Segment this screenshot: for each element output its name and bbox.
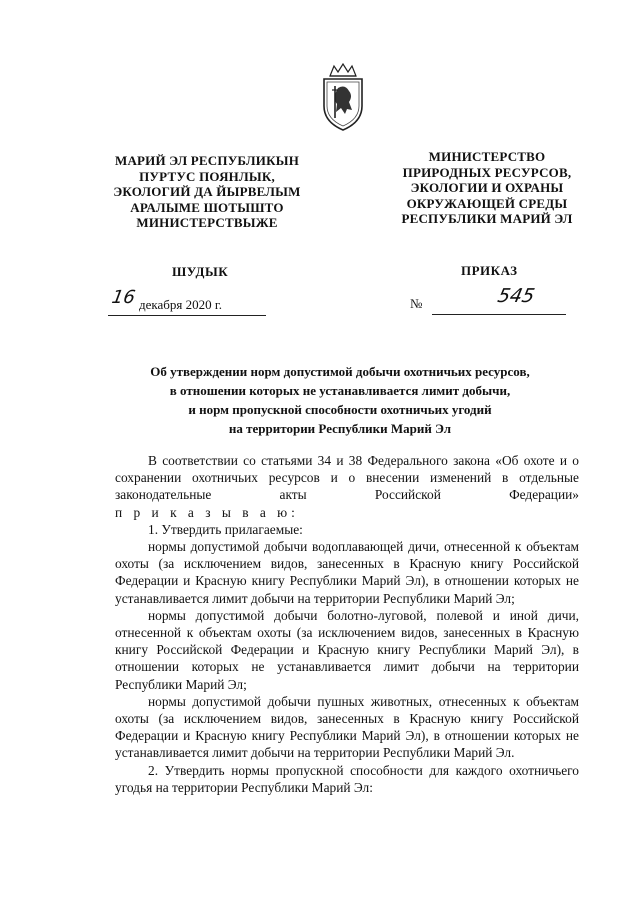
header-right-line: ПРИРОДНЫХ РЕСУРСОВ, [402,164,572,180]
intro-paragraph: В соответствии со статьями 34 и 38 Федерального закона «Об охоте и о сохранении охотничьих ресурсов и о внесении изменений в отдельные законодательные акты Российской Федерации» [115,453,579,503]
subject-line: на территории Республики Марий Эл [228,421,452,436]
header-left-line: МИНИСТЕРСТВЫЖЕ [136,215,278,230]
header-right-line: ЭКОЛОГИИ И ОХРАНЫ [410,180,564,195]
order-body [115,452,579,796]
header-right-line: РЕСПУБЛИКИ МАРИЙ ЭЛ [401,211,573,226]
subject-line: и норм пропускной способности охотничьих угодий [188,402,492,417]
header-right-line: ОКРУЖАЮЩЕЙ СРЕДЫ [406,195,568,211]
header-left-line: МАРИЙ ЭЛ РЕСПУБЛИКЫН [114,153,300,168]
order-number-handwritten: 545 [495,285,537,307]
item-1-sub-waterfowl: нормы допустимой добычи водоплавающей дичи, отнесенной к объектам охоты (за исключением видов, занесенных в Красную книгу Российской Федерации и Красную книгу Республики Марий Эл), в отношении которых не устанавливается лимит добычи на территории Республики Марий Эл; [115,539,579,606]
subject-line: в отношении которых не устанавливается лимит добычи, [169,383,511,398]
date-day-handwritten: 16 [110,287,137,308]
ministry-name-mari [92,153,322,231]
doc-type-russian: ПРИКАЗ [461,263,518,278]
doc-type-mari: ШУДЫК [172,264,229,279]
number-sign: № [410,296,423,311]
item-1-sub-furbearers: нормы допустимой добычи пушных животных, отнесенных к объектам охоты (за исключением видов, занесенных в Красную книгу Российской Федерации и Красную книгу Республики Марий Эл), в отношении которых не устанавливается лимит добычи на территории Республики Марий Эл. [115,693,579,761]
header-left-line: АРАЛЫМЕ ШОТЫШТО [130,199,284,215]
item-2: 2. Утвердить нормы пропускной способности для каждого охотничьего угодья на территории Республики Марий Эл: [115,762,579,795]
date-line [108,289,266,316]
subject-line: Об утверждении норм допустимой добычи охотничьих ресурсов, [150,364,530,379]
item-1: 1. Утвердить прилагаемые: [148,521,303,537]
number-line [432,285,566,315]
header-left-line: ЭКОЛОГИЙ ДА ЙЫРВЕЛЫМ [113,184,301,199]
item-1-sub-upland: нормы допустимой добычи болотно-луговой, полевой и иной дичи, отнесенной к объектам охоты (за исключением видов, занесенных в Красную книгу Российской Федерации и Красную книгу Республики Марий Эл), в отношении которых не устанавливается лимит добычи на территории Республики Марий Эл; [115,607,579,692]
header-right-line: МИНИСТЕРСТВО [428,149,546,164]
date-text: декабря 2020 г. [139,297,222,312]
mari-el-coat-of-arms-icon [318,62,368,132]
ministry-name-russian [372,149,602,227]
order-subject [100,362,580,438]
order-word: п р и к а з ы в а ю: [115,504,299,520]
header-left-line: ПУРТУС ПОЯНЛЫК, [139,168,275,184]
